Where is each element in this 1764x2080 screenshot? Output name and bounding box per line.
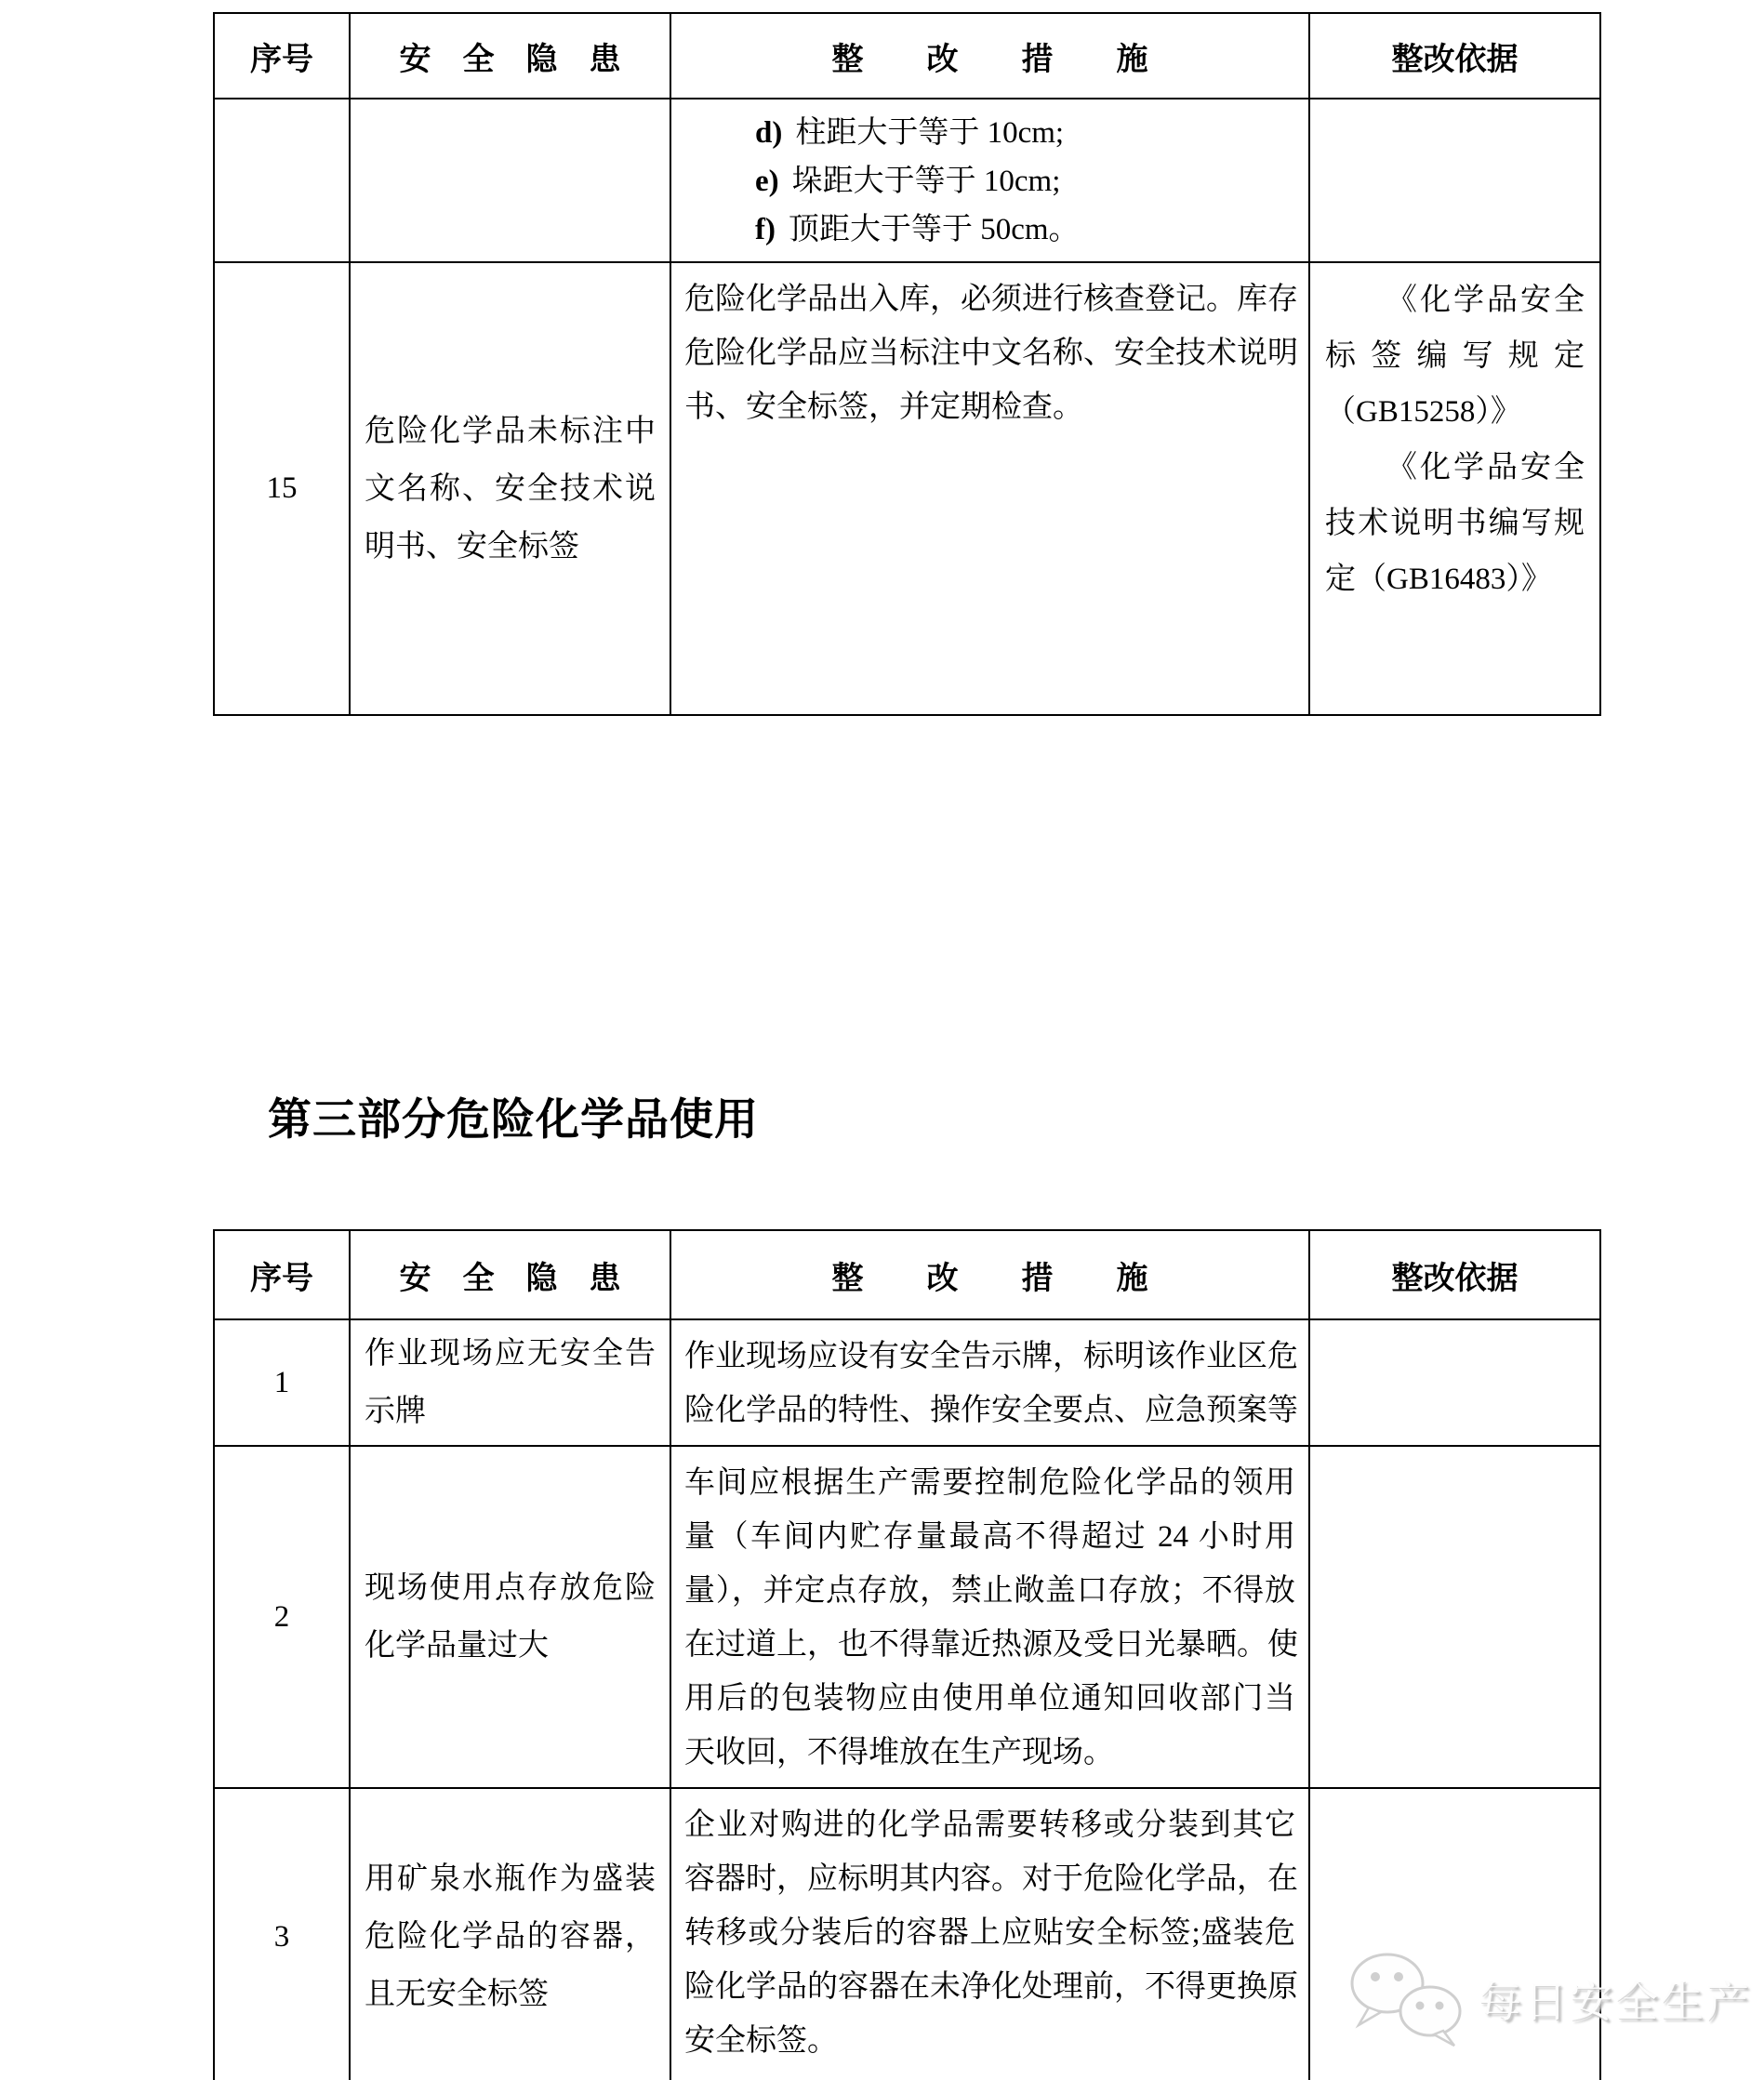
hazard-table-storage — [213, 12, 1601, 716]
table1-continuation-row — [214, 99, 1600, 262]
row3-measure-line: 容器时，应标明其内容。对于危险化学品，在 — [684, 1862, 1298, 1896]
row3-sn-cell: 3 — [214, 1788, 350, 2080]
row15-measure-line: 危险化学品出入库，必须进行核查登记。库存 — [684, 283, 1298, 316]
row1-measure-cell — [670, 1319, 1309, 1446]
row2-sn-cell: 2 — [214, 1446, 350, 1788]
row2-basis-cell — [1309, 1446, 1600, 1788]
row2-measure-line: 量（车间内贮存量最高不得超过 24 小时用 — [684, 1520, 1295, 1554]
table2-header-basis: 整改依据 — [1309, 1230, 1600, 1319]
row2-hazard-cell: 现场使用点存放危险化学品量过大 — [350, 1446, 670, 1788]
table2-header-sn: 序号 — [214, 1230, 350, 1319]
table2-header-row — [214, 1230, 1600, 1319]
table1-header-sn: 序号 — [214, 13, 350, 99]
row15-measure-line: 书、安全标签，并定期检查。 — [684, 391, 1083, 424]
row3-measure-cell — [670, 1788, 1309, 2080]
row1-measure-line: 作业现场应设有安全告示牌，标明该作业区危 — [684, 1340, 1298, 1373]
row15-hazard-cell: 危险化学品未标注中文名称、安全技术说明书、安全标签 — [350, 262, 670, 715]
row15-sn-cell: 15 — [214, 262, 350, 715]
row15-basis-ref-1: 《化学品安全标签编写规定（GB15258）》 — [1325, 284, 1585, 429]
table1-cont-basis-cell — [1309, 99, 1600, 262]
row3-measure-line: 企业对购进的化学品需要转移或分装到其它 — [684, 1808, 1295, 1842]
row2-measure-cell — [670, 1446, 1309, 1788]
section-title: 第三部分危险化学品使用 — [268, 1094, 759, 1144]
measure-item-d-label: d) — [755, 116, 783, 150]
table1-header-row — [214, 13, 1600, 99]
row2-measure-line: 车间应根据生产需要控制危险化学品的领用 — [684, 1466, 1295, 1500]
table2-row-1 — [214, 1319, 1600, 1446]
measure-item-f-label: f) — [755, 213, 776, 246]
table2-row-3 — [214, 1788, 1600, 2080]
table1-header-basis: 整改依据 — [1309, 13, 1600, 99]
measure-item-e-label: e) — [755, 165, 779, 198]
table1-row-15 — [214, 262, 1600, 715]
measure-item-f-text: 顶距大于等于 50cm。 — [788, 213, 1080, 246]
watermark-label: 每日安全生产 — [1479, 1978, 1752, 2026]
row1-measure-line: 险化学品的特性、操作安全要点、应急预案等 — [684, 1394, 1298, 1427]
row1-sn-cell: 1 — [214, 1319, 350, 1446]
table1-cont-sn-cell — [214, 99, 350, 262]
table1-cont-hazard-cell — [350, 99, 670, 262]
hazard-table-usage — [213, 1229, 1601, 2080]
row3-hazard-cell: 用矿泉水瓶作为盛装危险化学品的容器，且无安全标签 — [350, 1788, 670, 2080]
row2-measure-line: 用后的包装物应由使用单位通知回收部门当 — [684, 1682, 1295, 1716]
table2-header-hazard: 安 全 隐 患 — [350, 1230, 670, 1319]
row3-measure-line: 转移或分装后的容器上应贴安全标签;盛装危 — [684, 1916, 1295, 1950]
measure-item-d — [684, 109, 1295, 157]
row2-measure-line: 量），并定点存放，禁止敞盖口存放；不得放 — [684, 1574, 1295, 1608]
row2-measure-line: 天收回，不得堆放在生产现场。 — [684, 1736, 1114, 1769]
row1-basis-cell — [1309, 1319, 1600, 1446]
measure-item-f — [684, 205, 1295, 254]
row15-measure-cell — [670, 262, 1309, 715]
measure-item-e-text: 垛距大于等于 10cm; — [791, 165, 1061, 198]
row15-measure-line: 危险化学品应当标注中文名称、安全技术说明 — [684, 337, 1298, 370]
row3-measure-line: 安全标签。 — [684, 2024, 838, 2058]
row15-basis-ref-2: 《化学品安全技术说明书编写规定（GB16483）》 — [1325, 451, 1585, 596]
row15-basis-cell — [1309, 262, 1600, 715]
row1-hazard-cell: 作业现场应无安全告示牌 — [350, 1319, 670, 1446]
measure-item-e — [684, 157, 1295, 205]
row2-measure-line: 在过道上，也不得靠近热源及受日光暴晒。使 — [684, 1628, 1298, 1662]
table1-header-measure: 整 改 措 施 — [670, 13, 1309, 99]
measure-item-d-text: 柱距大于等于 10cm; — [795, 116, 1065, 150]
table1-header-hazard: 安 全 隐 患 — [350, 13, 670, 99]
table2-row-2 — [214, 1446, 1600, 1788]
table2-header-measure: 整 改 措 施 — [670, 1230, 1309, 1319]
table1-cont-measure-cell — [670, 99, 1309, 262]
row3-basis-cell — [1309, 1788, 1600, 2080]
row3-measure-line: 险化学品的容器在未净化处理前，不得更换原 — [684, 1970, 1298, 2004]
